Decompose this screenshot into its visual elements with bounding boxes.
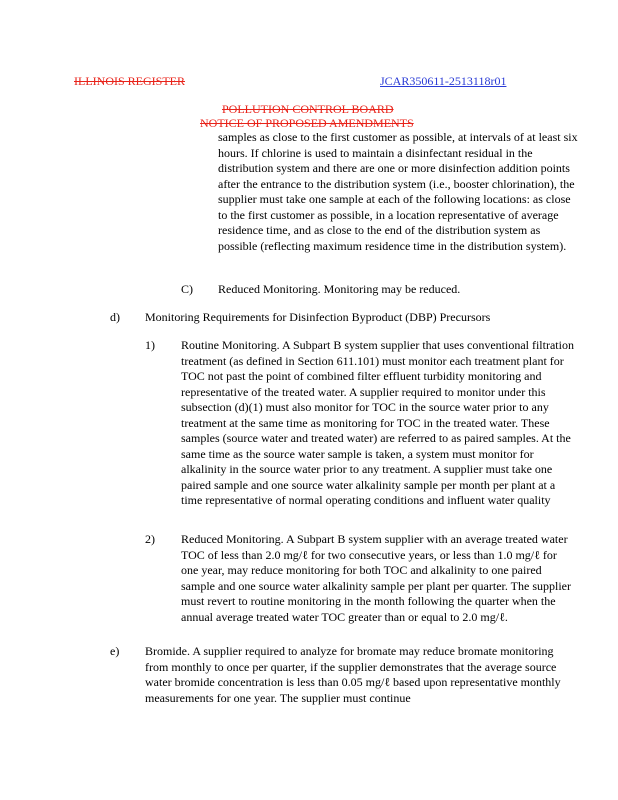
header-jcar-code[interactable]: JCAR350611-2513118r01 [380, 74, 507, 88]
item-d-heading: Monitoring Requirements for Disinfection Byproduct (DBP) Precursors [145, 310, 491, 324]
continuation-paragraph: samples as close to the first customer as possible, at intervals of at least six hours. If chlorine is used to maintain a disinfectant residual in the distribution system and there are one or more disinfection addition points after the entrance to the distribution system (i.e., booster chlorination), the supplier must take one sample at each of the following locations: as close to the first customer as possible, in a location representative of average residence time, and as close to the end of the distribution system as possible (reflecting maximum residence time in the distribution system). [218, 130, 578, 253]
item-e-marker: e) [110, 644, 120, 658]
notice-title: NOTICE OF PROPOSED AMENDMENTS [200, 116, 414, 130]
item-d1-text: Routine Monitoring. A Subpart B system supplier that uses conventional filtration treatment (as defined in Section 611.101) must monitor each treatment plant for TOC not past the point of combined filter effluent turbidity monitoring and representative of the treated water. A supplier required to monitor under this subsection (d)(1) must also monitor for TOC in the source water prior to any treatment at the same time as monitoring for TOC in the treated water. These samples (source water and treated water) are referred to as paired samples. At the same time as the source water sample is taken, a system must monitor for alkalinity in the source water prior to any treatment. A supplier must take one paired sample and one source water alkalinity sample per month per plant at a time representative of normal operating conditions and influent water quality [181, 338, 574, 507]
item-d2-marker: 2) [145, 532, 155, 546]
item-d-marker: d) [110, 310, 120, 324]
item-d1-marker: 1) [145, 338, 155, 352]
item-c-marker: C) [181, 282, 193, 296]
item-c-text: Reduced Monitoring. Monitoring may be reduced. [218, 282, 461, 296]
board-title: POLLUTION CONTROL BOARD [222, 102, 394, 116]
item-d2-text: Reduced Monitoring. A Subpart B system supplier with an average treated water TOC of less than 2.0 mg/ℓ for two consecutive years, or less than 1.0 mg/ℓ for one year, may reduce monitoring for both TOC and alkalinity to one paired sample and one source water alkalinity sample per plant per quarter. The supplier must revert to routine monitoring in the month following the quarter when the annual average treated water TOC greater than or equal to 2.0 mg/ℓ. [181, 532, 571, 624]
item-e-text: Bromide. A supplier required to analyze for bromate may reduce bromate monitoring from monthly to once per quarter, if the supplier demonstrates that the average source water bromide concentration is less than 0.05 mg/ℓ based upon representative monthly measurements for one year. The supplier must continue [145, 644, 561, 705]
header-register: ILLINOIS REGISTER [74, 74, 185, 88]
